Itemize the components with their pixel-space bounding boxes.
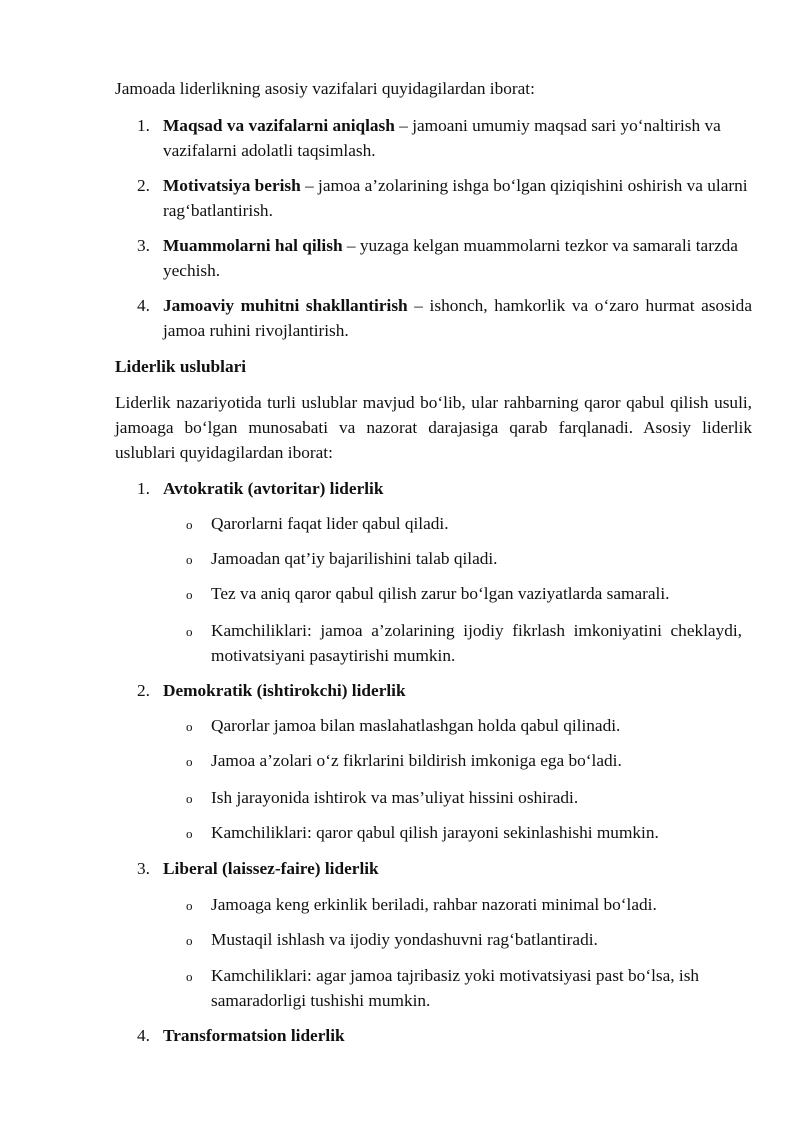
styles-intro-paragraph: Liderlik nazariyotida turli uslublar mavjud bo‘lib, ular rahbarning qaror qabul qilish usuli, jamoaga bo‘lgan munosabati va nazorat darajasiga qarab farqlanadi. Asosiy liderlik uslublari quyidagilardan iborat: [115,393,752,462]
bullet-marker: o [186,517,193,532]
bullet-text: Kamchiliklari: jamoa a’zolarining ijodiy fikrlash imkoniyatini cheklaydi, motivatsiyani pasaytirishi mumkin. [211,621,742,665]
bullet-text: Kamchiliklari: agar jamoa tajribasiz yoki motivatsiyasi past bo‘lsa, ish samaradorligi tushishi mumkin. [211,966,700,1010]
style-number: 3. [137,859,150,878]
task-number: 4. [137,296,150,315]
bullet-marker: o [186,754,193,769]
task-item [163,233,752,283]
style-title: Transformatsion liderlik [163,1026,345,1045]
bullet-text: Jamoaga keng erkinlik beriladi, rahbar nazorati minimal bo‘ladi. [211,895,657,914]
task-text: – jamoani umumiy maqsad sari yo‘naltirish va vazifalarni adolatli taqsimlash. [163,116,721,160]
bullet-text: Qarorlar jamoa bilan maslahatlashgan holda qabul qilinadi. [211,716,621,735]
style-number: 4. [137,1026,150,1045]
task-title: Jamoaviy muhitni shakllantirish [163,296,408,315]
bullet-marker: o [186,719,193,734]
bullet-marker: o [186,587,193,602]
task-number: 2. [137,176,150,195]
bullet-marker: o [186,552,193,567]
bullet-text: Kamchiliklari: qaror qabul qilish jarayoni sekinlashishi mumkin. [211,823,659,842]
task-item [163,173,752,223]
bullet-marker: o [186,826,193,841]
task-title: Maqsad va vazifalarni aniqlash [163,116,395,135]
task-item [163,113,752,163]
bullet-marker: o [186,791,193,806]
task-number: 3. [137,236,150,255]
bullet-text: Tez va aniq qaror qabul qilish zarur bo‘lgan vaziyatlarda samarali. [211,584,670,603]
bullet-text: Ish jarayonida ishtirok va mas’uliyat hissini oshiradi. [211,788,579,807]
style-number: 1. [137,479,150,498]
bullet-text: Mustaqil ishlash va ijodiy yondashuvni rag‘batlantiradi. [211,930,598,949]
task-title: Muammolarni hal qilish [163,236,343,255]
intro-paragraph: Jamoada liderlikning asosiy vazifalari quyidagilardan iborat: [115,79,535,98]
style-number: 2. [137,681,150,700]
task-item [163,293,752,343]
bullet-text: Jamoadan qat’iy bajarilishini talab qiladi. [211,549,498,568]
task-text: – ishonch, hamkorlik va o‘zaro hurmat asosida jamoa ruhini rivojlantirish. [163,296,752,340]
task-text: – jamoa a’zolarining ishga bo‘lgan qiziqishini oshirish va ularni rag‘batlantirish. [163,176,748,220]
bullet-marker: o [186,898,193,913]
bullet-text: Qarorlarni faqat lider qabul qiladi. [211,514,449,533]
bullet-marker: o [186,969,193,984]
task-number: 1. [137,116,150,135]
style-title: Liberal (laissez-faire) liderlik [163,859,379,878]
task-text: – yuzaga kelgan muammolarni tezkor va samarali tarzda yechish. [163,236,738,280]
bullet-text: Jamoa a’zolari o‘z fikrlarini bildirish imkoniga ega bo‘ladi. [211,751,622,770]
bullet-marker: o [186,933,193,948]
task-title: Motivatsiya berish [163,176,301,195]
section-heading: Liderlik uslublari [115,357,247,376]
bullet-marker: o [186,624,193,639]
style-title: Demokratik (ishtirokchi) liderlik [163,681,406,700]
style-title: Avtokratik (avtoritar) liderlik [163,479,384,498]
